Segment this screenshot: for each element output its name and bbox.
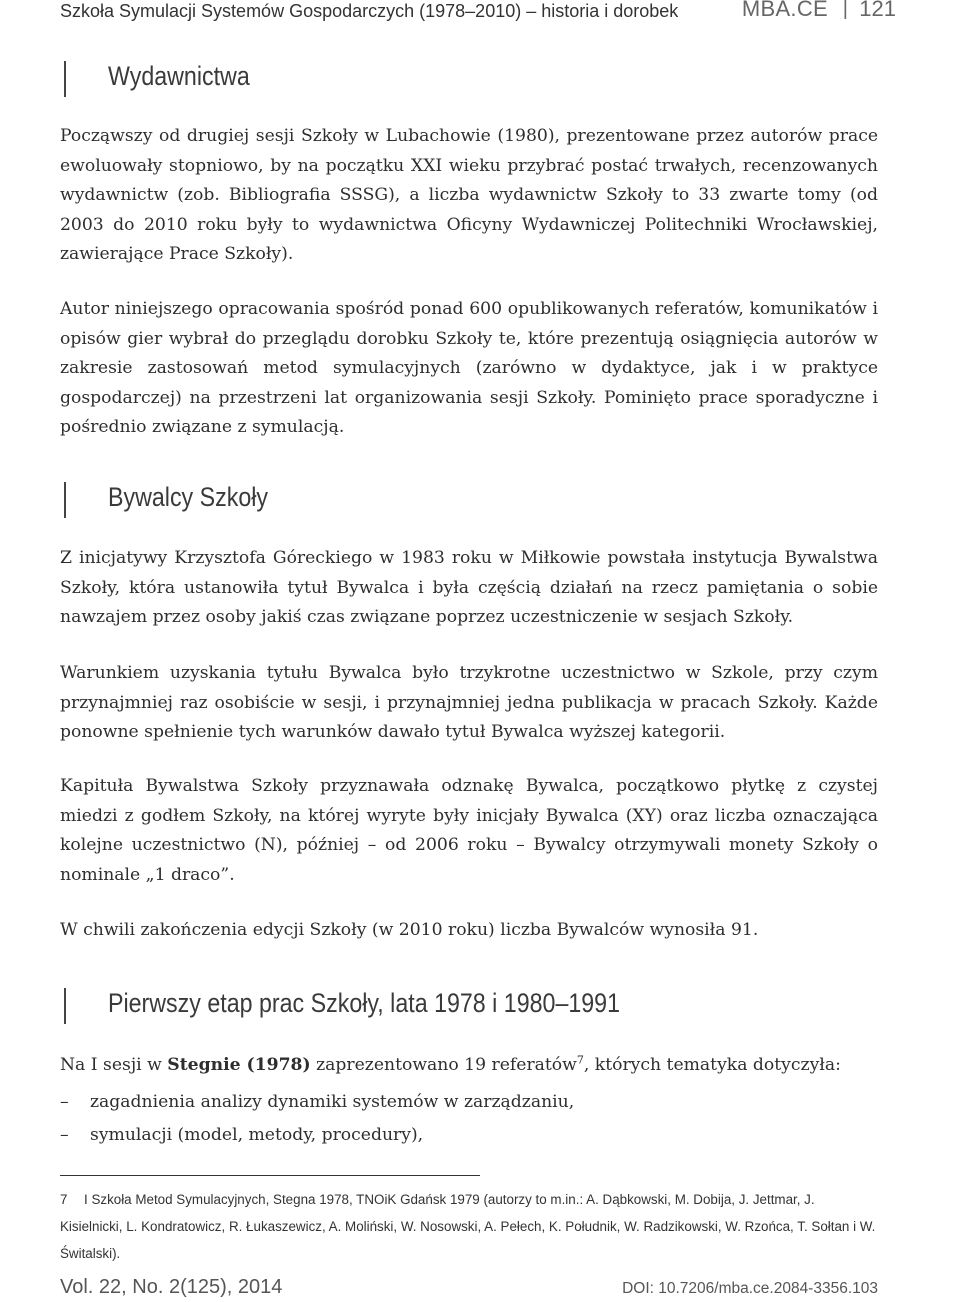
header-separator: |: [842, 0, 848, 20]
footnote-number: 7: [60, 1192, 68, 1207]
list-item-text: symulacji (model, metody, procedury),: [90, 1125, 424, 1145]
intro-text: , których tematyka dotyczyła:: [583, 1055, 841, 1075]
list-item-text: zagadnienia analizy dynamiki systemów w zarządzaniu,: [90, 1092, 575, 1112]
intro-text: Na I sesji w: [60, 1055, 168, 1075]
running-title: Szkoła Symulacji Systemów Gospodarczych (1978–2010) – historia i dorobek: [60, 1, 679, 21]
footnote-text: I Szkoła Metod Symulacyjnych, Stegna 1978, TNOiK Gdańsk 1979 (autorzy to m.in.: A. Dąbkowski, M. Dobija, J. Jettmar, J. Kisielnicki, L. Kondratowicz, R. Łukaszewicz, A. Moliński, W. Nosowski, A. Pełech, K. Południk, W. Radzikowski, W. Rzońca, T. Sołtan i W. Świtalski).: [60, 1192, 876, 1261]
paragraph-bywalcy-1: Z inicjatywy Krzysztofa Góreckiego w 1983 roku w Miłkowie powstała instytucja Bywalstwa Szkoły, która ustanowiła tytuł Bywalca i była częścią działań na rzecz pamiętania o sobie nawzajem przez osoby jakiś czas związane poprzez uczestniczenie w sesjach Szkoły.: [60, 548, 878, 627]
page-header: [60, 0, 900, 28]
footnote-divider: [60, 1175, 480, 1176]
intro-bold-place: Stegnie (1978): [167, 1055, 311, 1075]
section-heading-pierwszy-etap: [64, 988, 621, 1024]
section-heading-text: Bywalcy Szkoły: [108, 482, 269, 512]
footer-volume: Vol. 22, No. 2(125), 2014: [60, 1276, 283, 1298]
paragraph-bywalcy-2: Warunkiem uzyskania tytułu Bywalca było trzykrotne uczestnictwo w Szkole, przy czym przynajmniej raz osobiście w sesji, i przynajmniej jedna publikacja w pracach Szkoły. Każde ponowne spełnienie tych warunków dawało tytuł Bywalca wyższej kategorii.: [60, 663, 878, 742]
section-heading-wydawnictwa: [64, 61, 250, 97]
footnote-reference[interactable]: 7: [576, 1053, 584, 1067]
paragraph-bywalcy-4: W chwili zakończenia edycji Szkoły (w 2010 roku) liczba Bywalców wynosiła 91.: [60, 920, 759, 940]
list-dash: –: [60, 1092, 69, 1112]
list-item: [60, 1086, 878, 1119]
topics-list: [60, 1086, 878, 1152]
section-heading-text: Pierwszy etap prac Szkoły, lata 1978 i 1980–1991: [108, 988, 621, 1018]
intro-text: zaprezentowano 19 referatów: [310, 1055, 577, 1075]
paragraph-pierwszy-etap-intro: [60, 1051, 878, 1081]
list-item: [60, 1119, 878, 1152]
section-heading-text: Wydawnictwa: [108, 61, 250, 91]
footnote: [60, 1186, 880, 1267]
paragraph-bywalcy-3: Kapituła Bywalstwa Szkoły przyznawała odznakę Bywalca, początkowo płytkę z czystej miedzi z godłem Szkoły, na której wyryte były inicjały Bywalca (XY) oraz liczba oznaczająca kolejne uczestnictwo (N), później – od 2006 roku – Bywalcy otrzymywali monety Szkoły o nominale „1 draco”.: [60, 776, 878, 885]
paragraph-wydawnictwa-1: Począwszy od drugiej sesji Szkoły w Lubachowie (1980), prezentowane przez autorów prace ewoluowały stopniowo, by na początku XXI wieku przybrać postać trwałych, recenzowanych wydawnictw (zob. Bibliografia SSSG), a liczba wydawnictw Szkoły to 33 zwarte tomy (od 2003 do 2010 roku były to wydawnictwa Oficyny Wydawniczej Politechniki Wrocławskiej, zawierające Prace Szkoły).: [60, 126, 878, 264]
page-number: 121: [859, 0, 896, 21]
footer-doi[interactable]: DOI: 10.7206/mba.ce.2084-3356.103: [622, 1280, 878, 1297]
list-dash: –: [60, 1125, 69, 1145]
section-heading-bywalcy: [64, 482, 269, 518]
journal-name: MBA.CE: [741, 0, 828, 21]
paragraph-wydawnictwa-2: Autor niniejszego opracowania spośród ponad 600 opublikowanych referatów, komunikatów i opisów gier wybrał do przeglądu dorobku Szkoły te, które prezentują osiągnięcia autorów w zakresie zastosowań metod symulacyjnych (zarówno w dydaktyce, jak i w praktyce gospodarczej) na przestrzeni lat organizowania sesji Szkoły. Pominięto prace sporadyczne i pośrednio związane z symulacją.: [60, 299, 878, 437]
